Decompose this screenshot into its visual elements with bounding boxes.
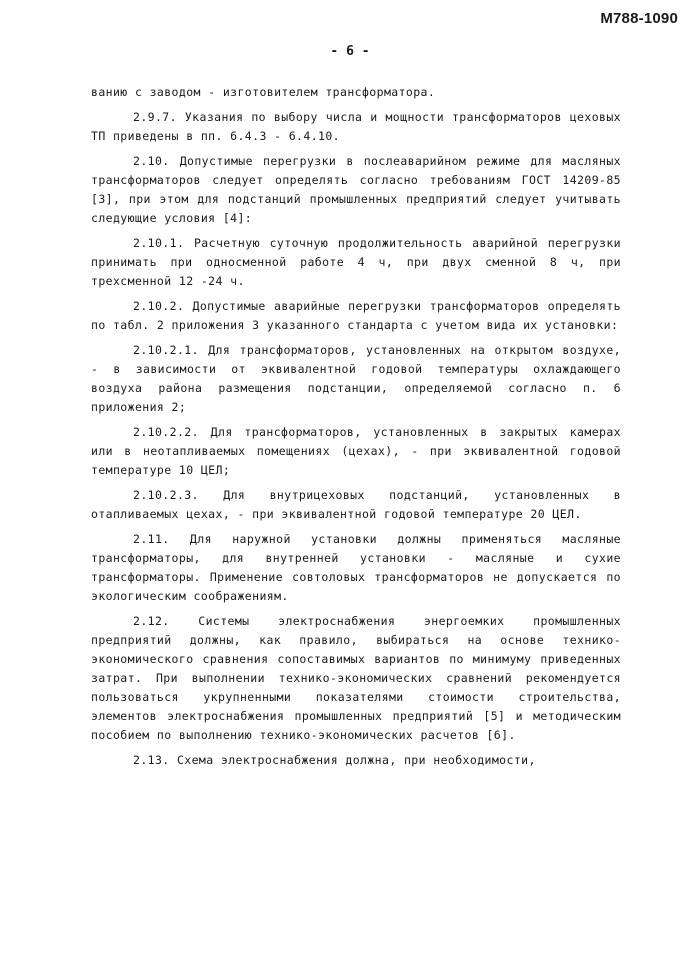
page-number: - 6 - xyxy=(330,44,370,59)
paragraph-2-11: 2.11. Для наружной установки должны применяться масляные трансформаторы, для внутренней установки - масляные и сухие трансформаторы. Применение совтоловых трансформаторов не допускается по экологическим соображениям. xyxy=(91,532,621,603)
paragraph-2-10: 2.10. Допустимые перегрузки в послеаварийном режиме для масляных трансформаторов следует определять согласно требованиям ГОСТ 14209-85 [3], при этом для подстанций промышленных предприятий следует учитывать следующие условия [4]: xyxy=(91,154,621,225)
paragraph-2-13: 2.13. Схема электроснабжения должна, при необходимости, xyxy=(133,753,536,767)
paragraph-2-10-2-1: 2.10.2.1. Для трансформаторов, установленных на открытом воздухе, - в зависимости от эквивалентной годовой температуры охлаждающего воздуха района размещения подстанции, определяемой согласно п. 6 приложения 2; xyxy=(91,343,621,414)
document-code: М788-1090 xyxy=(600,10,678,27)
paragraph-continuation: ванию с заводом - изготовителем трансформатора. xyxy=(91,85,436,99)
paragraph-2-10-2: 2.10.2. Допустимые аварийные перегрузки трансформаторов определять по табл. 2 приложения 3 указанного стандарта с учетом вида их установки: xyxy=(91,299,621,332)
paragraph-2-10-2-3: 2.10.2.3. Для внутрицеховых подстанций, установленных в отапливаемых цехах, - при эквивалентной годовой температуре 20 ЦЕЛ. xyxy=(91,488,621,521)
paragraph-2-10-1: 2.10.1. Расчетную суточную продолжительность аварийной перегрузки принимать при односменной работе 4 ч, при двух сменной 8 ч, при трехсменной 12 -24 ч. xyxy=(91,236,621,288)
paragraph-2-12: 2.12. Системы электроснабжения энергоемких промышленных предприятий должны, как правило, выбираться на основе технико-экономического сравнения сопоставимых вариантов по минимуму приведенных затрат. При выполнении технико-экономических сравнений рекомендуется пользоваться укрупненными показателями стоимости строительства, элементов электроснабжения промышленных предприятий [5] и методическим пособием по выполнению технико-экономических расчетов [6]. xyxy=(91,614,621,742)
document-body xyxy=(91,83,621,776)
paragraph-2-10-2-2: 2.10.2.2. Для трансформаторов, установленных в закрытых камерах или в неотапливаемых помещениях (цехах), - при эквивалентной годовой температуре 10 ЦЕЛ; xyxy=(91,425,621,477)
paragraph-2-9-7: 2.9.7. Указания по выбору числа и мощности трансформаторов цеховых ТП приведены в пп. 6.4.3 - 6.4.10. xyxy=(91,110,621,143)
